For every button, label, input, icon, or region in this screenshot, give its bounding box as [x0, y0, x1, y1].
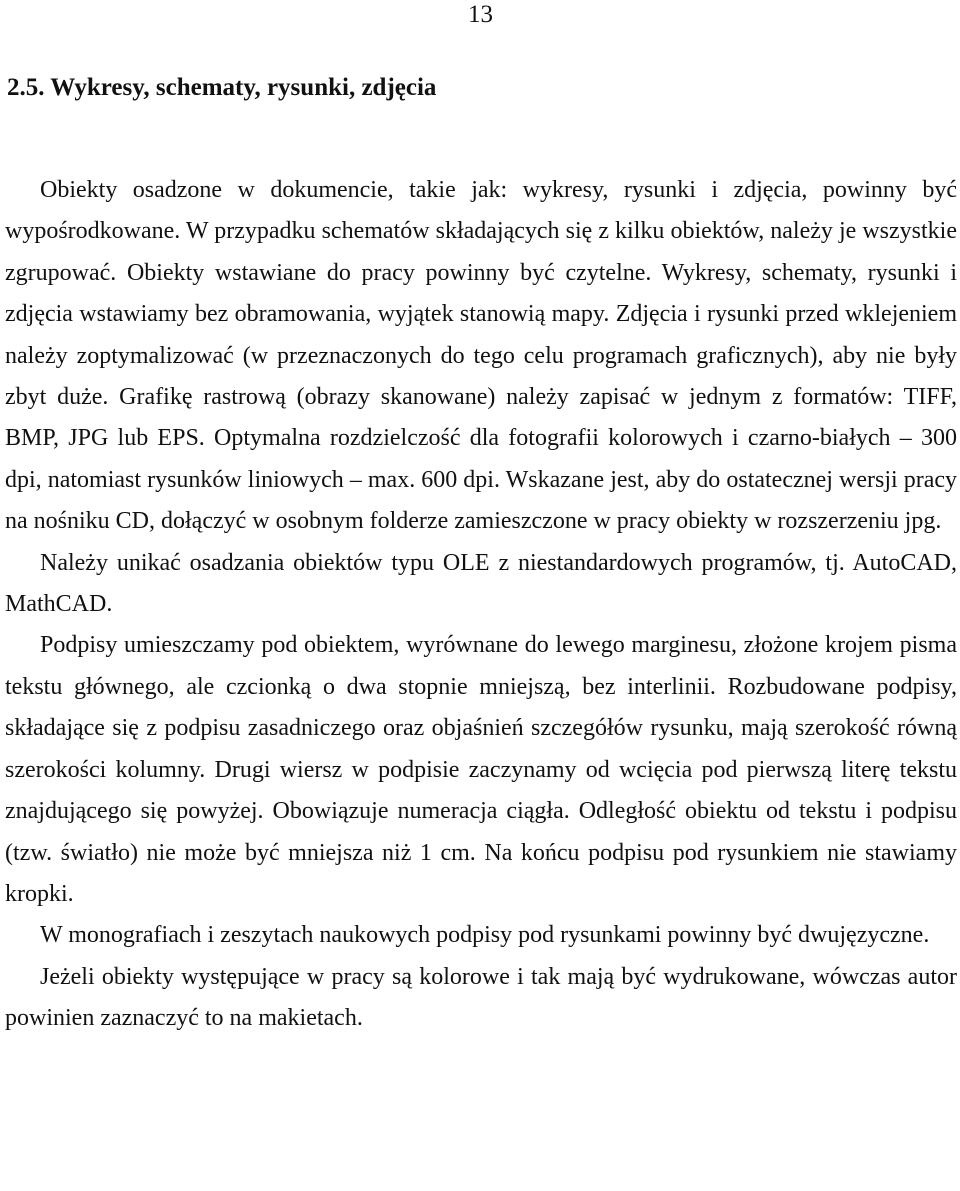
paragraph-objects-placement: Obiekty osadzone w dokumencie, takie jak: wykresy, rysunki i zdjęcia, powinny być wypośrodkowane. W przypadku schematów składających się z kilku obiektów, należy je wszystkie zgrupować. Obiekty wstawiane do pracy powinny być czytelne. Wykresy, schematy, rysunki i zdjęcia wstawiamy bez obramowania, wyjątek stanowią mapy. Zdjęcia i rysunki przed wklejeniem należy zoptymalizować (w przeznaczonych do tego celu programach graficznych), aby nie były zbyt duże. Grafikę rastrową (obrazy skanowane) należy zapisać w jednym z formatów: TIFF, BMP, JPG lub EPS. Optymalna rozdzielczość dla fotografii kolorowych i czarno-białych – 300 dpi, natomiast rysunków liniowych – max. 600 dpi. Wskazane jest, aby do ostatecznej wersji pracy na nośniku CD, dołączyć w osobnym folderze zamieszczone w pracy obiekty w rozszerzeniu jpg.: [5, 177, 957, 535]
paragraph-ole-objects: Należy unikać osadzania obiektów typu OLE z niestandardowych programów, tj. AutoCAD, MathCAD.: [5, 549, 957, 618]
body-text: [5, 170, 957, 1040]
section-heading: 2.5. Wykresy, schematy, rysunki, zdjęcia: [7, 74, 437, 101]
paragraph-captions: Podpisy umieszczamy pod obiektem, wyrównane do lewego marginesu, złożone krojem pisma tekstu głównego, ale czcionką o dwa stopnie mniejszą, bez interlinii. Rozbudowane podpisy, składające się z podpisu zasadniczego oraz objaśnień szczegółów rysunku, mają szerokość równą szerokości kolumny. Drugi wiersz w podpisie zaczynamy od wcięcia pod pierwszą literę tekstu znajdującego się powyżej. Obowiązuje numeracja ciągła. Odległość obiektu od tekstu i podpisu (tzw. światło) nie może być mniejsza niż 1 cm. Na końcu podpisu pod rysunkiem nie stawiamy kropki.: [5, 632, 957, 907]
page-number: 13: [468, 1, 493, 28]
paragraph-color-objects: Jeżeli obiekty występujące w pracy są kolorowe i tak mają być wydrukowane, wówczas autor powinien zaznaczyć to na makietach.: [5, 963, 957, 1032]
paragraph-bilingual-captions: W monografiach i zeszytach naukowych podpisy pod rysunkami powinny być dwujęzyczne.: [40, 922, 930, 949]
